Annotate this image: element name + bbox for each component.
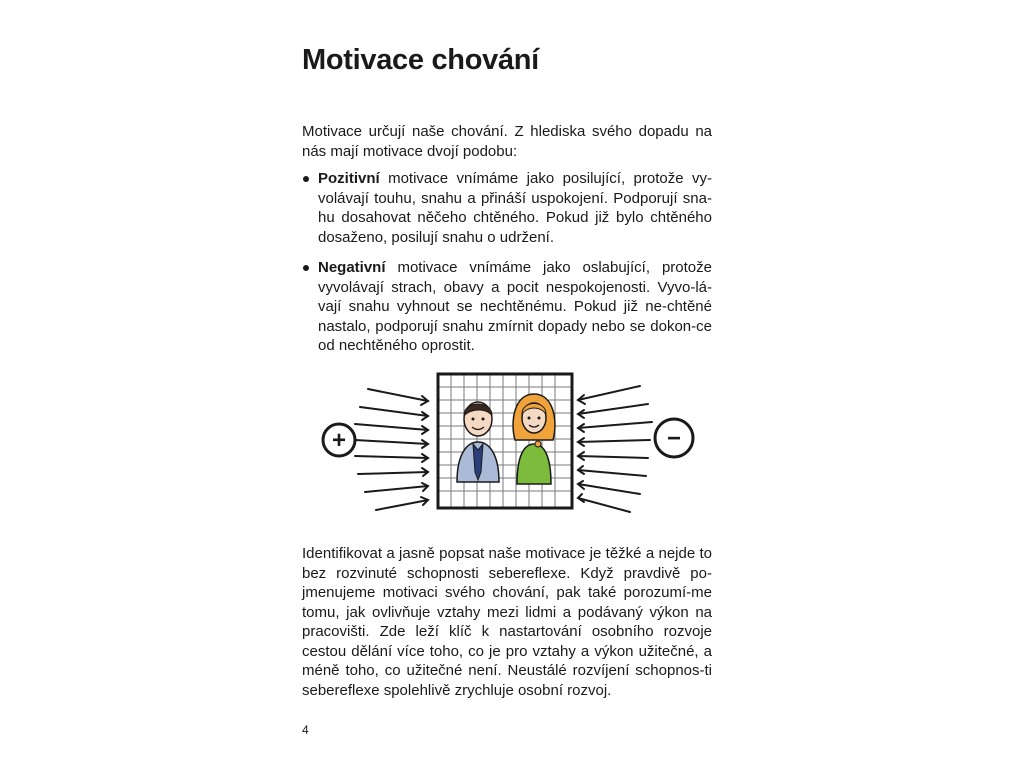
page-number: 4 (302, 723, 309, 737)
svg-text:+: + (331, 427, 347, 454)
plus-circle-icon (323, 424, 355, 456)
outro-paragraph: Identifikovat a jasně popsat naše motivace je těžké a nejde to bez rozvinuté schopnosti sebereflexe. Když pravdivě po-jmenujeme motivaci svého chování, pak také porozumí-me tomu, jak ovlivňuje vztahy mezi lidmi a podávaný výkon na pracovišti. Zde leží klíč k nastartování osobního rozvoje cestou dělání více toho, co je pro vztahy a výkon užitečné, a méně toho, co užitečné není. Neustálé rozvíjení schopnos-ti sebereflexe spolehlivě zrychluje osobní rozvoj. (302, 545, 712, 699)
bullet-icon (303, 265, 309, 271)
list-item-positive (302, 169, 712, 247)
text-positive: motivace vnímáme jako posilující, protože vy-volávají touhu, snahu a přináší uspokojení. Podporují sna-hu dosahovat něčeho chtěného. Pokud již bylo chtěného dosaženo, posilují snahu o udržení. (318, 170, 712, 246)
term-positive: Pozitivní (318, 170, 380, 187)
grid-frame (438, 374, 572, 508)
list-item-negative (302, 258, 712, 356)
svg-text:−: − (666, 425, 682, 452)
text-negative: motivace vnímáme jako oslabující, protože vyvolávají strach, obavy a pocit nespokojenosti. Vyvo-lá-vají snahu vyhnout se nechtěnému. Pokud již ne-chtěné nastalo, podporují snahu zmírnit dopady nebo se dokon-ce od nechtěného oprostit. (318, 259, 712, 354)
motivation-list (302, 169, 712, 367)
motivation-illustration (310, 362, 710, 522)
left-arrows (355, 389, 428, 510)
term-negative: Negativní (318, 259, 386, 276)
minus-circle-icon (655, 419, 693, 457)
right-arrows (578, 386, 652, 512)
page-title: Motivace chování (302, 44, 539, 76)
bullet-icon (303, 176, 309, 182)
intro-paragraph: Motivace určují naše chování. Z hlediska svého dopadu na nás mají motivace dvojí podobu: (302, 123, 712, 160)
woman-figure-icon (513, 394, 555, 484)
